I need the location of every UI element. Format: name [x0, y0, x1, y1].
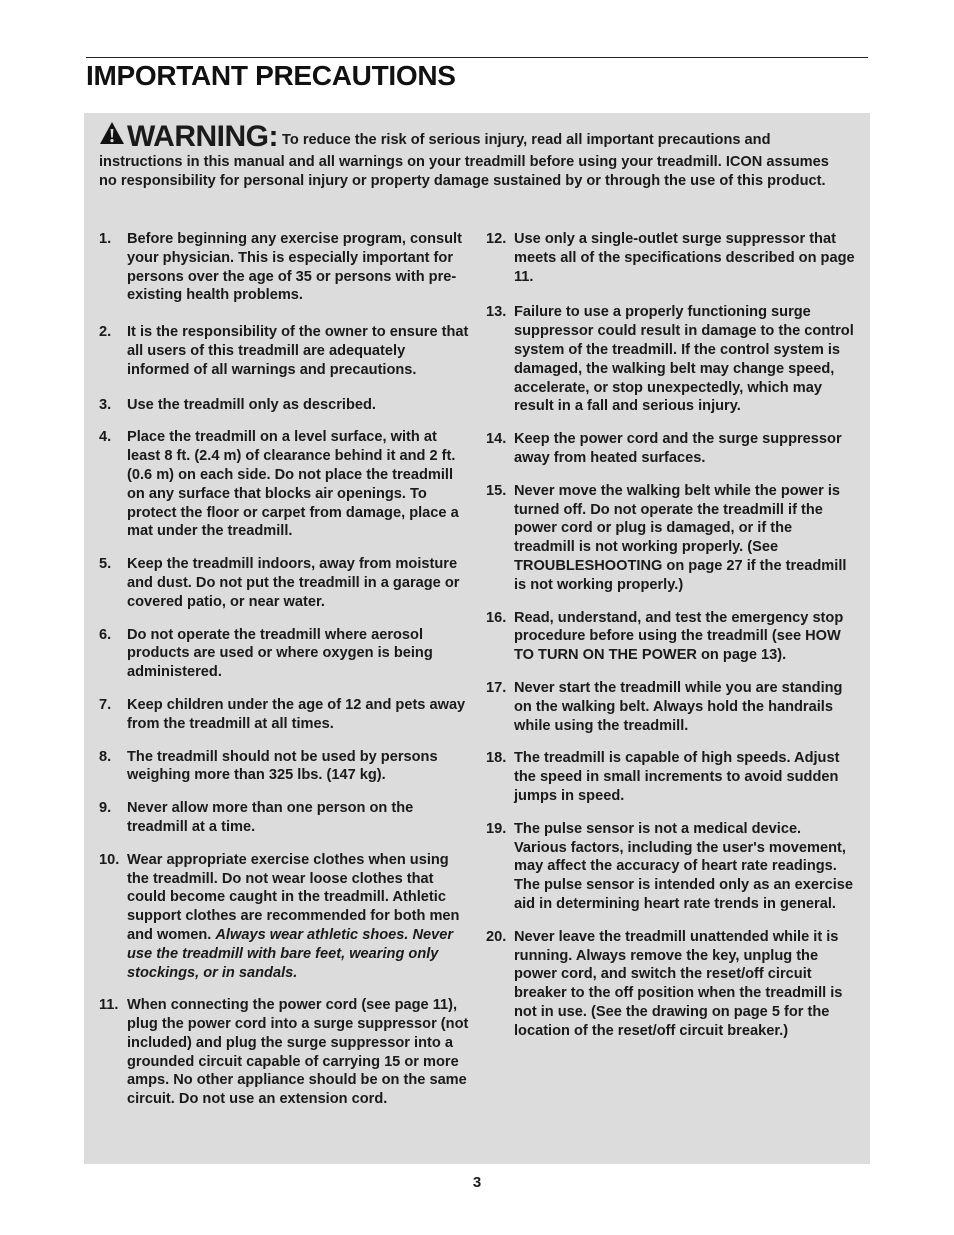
header-rule [86, 57, 868, 58]
precaution-text: The treadmill is capable of high speeds. Adjust the speed in small increments to avoid sudden jumps in speed. [514, 750, 840, 804]
precaution-item [99, 851, 471, 983]
precaution-text: Keep the treadmill indoors, away from moisture and dust. Do not put the treadmill in a garage or covered patio, or near water. [127, 556, 460, 610]
precaution-number: 15. [486, 482, 507, 499]
precaution-number: 17. [486, 679, 507, 696]
precaution-item [486, 430, 856, 468]
precaution-number: 20. [486, 928, 507, 945]
precaution-number: 1. [99, 231, 112, 247]
warning-label: WARNING: [127, 120, 278, 153]
precaution-text: Use the treadmill only as described. [127, 396, 376, 413]
precaution-number: 9. [99, 800, 112, 817]
precaution-item [99, 323, 471, 379]
precaution-text: Never leave the treadmill unattended while it is running. Always remove the key, unplug the power cord, and switch the reset/off circuit breaker to the off position when the treadmill is not in use. (See the drawing on page 5 for the location of the reset/off circuit breaker.) [514, 928, 843, 1039]
precaution-item [99, 799, 471, 837]
precaution-number: 10. [99, 851, 120, 868]
precaution-text: Before beginning any exercise program, consult your physician. This is especially important for persons over the age of 35 or persons with pre-existing health problems. [127, 231, 462, 304]
precaution-number: 7. [99, 696, 112, 713]
page-number: 3 [472, 1174, 482, 1191]
precaution-number: 3. [99, 396, 112, 413]
precaution-number: 6. [99, 626, 112, 643]
precaution-item [99, 696, 471, 734]
precaution-item [99, 626, 471, 682]
precaution-item [486, 609, 856, 665]
warning-triangle-icon [99, 121, 125, 145]
precaution-item [99, 996, 471, 1109]
precaution-text: Keep children under the age of 12 and pets away from the treadmill at all times. [127, 696, 466, 732]
precautions-panel [84, 113, 870, 1164]
precaution-text: Wear appropriate exercise clothes when using the treadmill. Do not wear loose clothes that could become caught in the treadmill. Athletic support clothes are recommended for both men and women. [127, 851, 460, 943]
precaution-text: Never start the treadmill while you are standing on the walking belt. Always hold the handrails while using the treadmill. [514, 679, 843, 734]
precaution-number: 18. [486, 750, 507, 767]
warning-text: To reduce the risk of serious injury, read all important precautions and instructions in this manual and all warnings on your treadmill before using your treadmill. ICON assumes no responsibility for personal injury or property damage sustained by or through the use of this product. [99, 132, 829, 189]
precaution-item [486, 749, 856, 805]
precaution-item [486, 679, 856, 735]
precaution-item [486, 230, 856, 286]
precaution-item [99, 230, 471, 305]
precaution-text: The pulse sensor is not a medical device. Various factors, including the user's movement, may affect the accuracy of heart rate readings. The pulse sensor is intended only as an exercise aid in determining heart rate trends in general. [514, 820, 854, 912]
precaution-text: Failure to use a properly functioning surge suppressor could result in damage to the control system of the treadmill. If the control system is damaged, the walking belt may change speed, accelerate, or stop unexpectedly, which may result in a fall and serious injury. [514, 304, 854, 415]
precaution-text: Use only a single-outlet surge suppressor that meets all of the specifications described on page 11. [514, 231, 855, 285]
precaution-text: The treadmill should not be used by persons weighing more than 325 lbs. (147 kg). [127, 748, 438, 784]
precaution-item [486, 928, 856, 1041]
precaution-item [486, 303, 856, 416]
precaution-number: 11. [99, 997, 119, 1014]
precaution-item [99, 555, 471, 611]
precaution-item [99, 748, 471, 786]
precaution-text: Read, understand, and test the emergency stop procedure before using the treadmill (see HOW TO TURN ON THE POWER on page 13). [514, 609, 844, 664]
precaution-text: Never move the walking belt while the power is turned off. Do not operate the treadmill if the power cord or plug is damaged, or if the treadmill is not working properly. (See TROUBLESHOOTING on page 27 if the treadmill is not working properly.) [514, 482, 847, 593]
precaution-item [99, 428, 471, 541]
precaution-emphasis: Always wear athletic shoes. Never use the treadmill with bare feet, wearing only stockings, or in sandals. [127, 926, 454, 981]
precaution-number: 8. [99, 748, 112, 765]
precaution-text: It is the responsibility of the owner to ensure that all users of this treadmill are adequately informed of all warnings and precautions. [127, 324, 469, 378]
warning-heading [99, 121, 278, 153]
precaution-item [486, 820, 856, 914]
precaution-item [486, 482, 856, 595]
precautions-column-right [486, 230, 856, 1040]
precaution-text: Place the treadmill on a level surface, with at least 8 ft. (2.4 m) of clearance behind it and 2 ft. (0.6 m) on each side. Do not place the treadmill on any surface that blocks air openings. To protect the floor or carpet from damage, place a mat under the treadmill. [127, 429, 459, 540]
precaution-text: Do not operate the treadmill where aerosol products are used or where oxygen is being administered. [127, 626, 433, 681]
precaution-text: Never allow more than one person on the treadmill at a time. [127, 800, 414, 835]
precaution-number: 2. [99, 324, 112, 341]
precaution-number: 19. [486, 820, 507, 837]
precaution-number: 16. [486, 609, 507, 626]
precaution-number: 5. [99, 556, 112, 573]
page-title: IMPORTANT PRECAUTIONS [86, 60, 456, 91]
warning-block [99, 121, 835, 190]
precautions-column-left [99, 230, 471, 1109]
precaution-number: 12. [486, 231, 507, 247]
precaution-number: 13. [486, 304, 507, 321]
precaution-text: Keep the power cord and the surge suppressor away from heated surfaces. [514, 431, 842, 466]
precaution-text: When connecting the power cord (see page 11), plug the power cord into a surge suppressor (not included) and plug the surge suppressor into a grounded circuit capable of carrying 15 or more amps. No other appliance should be on the same circuit. Do not use an extension cord. [127, 997, 469, 1108]
precaution-item [99, 396, 471, 415]
precaution-number: 14. [486, 431, 507, 448]
precaution-number: 4. [99, 429, 112, 446]
